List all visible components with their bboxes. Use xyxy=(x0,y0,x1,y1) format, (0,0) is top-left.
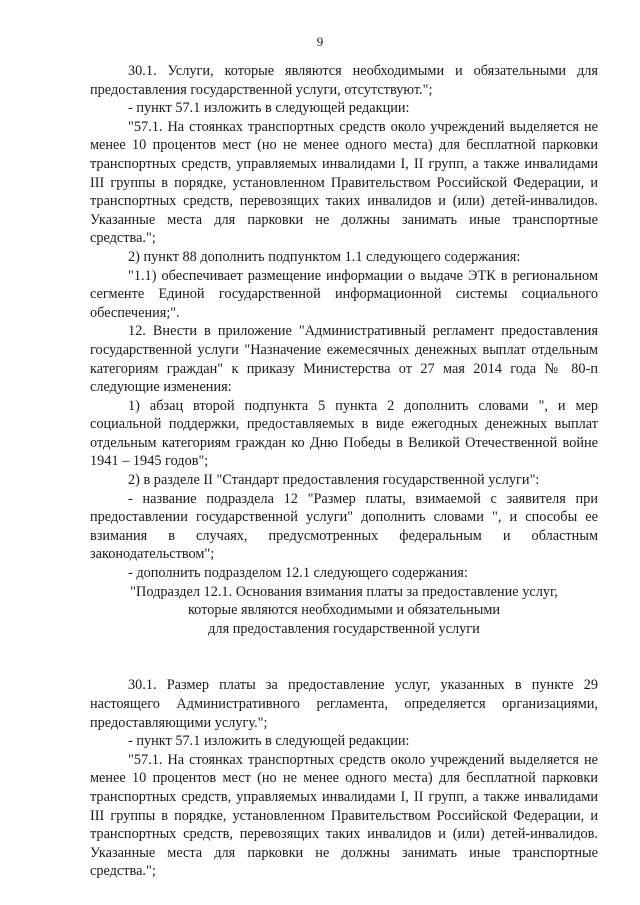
paragraph: - название подраздела 12 "Размер платы, взимаемой с заявителя при предоставлении государственной услуги" дополнить словами ", и способы ее взимания в случаях, предусмотренных федеральным и областным законодательством"; xyxy=(90,490,598,563)
paragraph: 30.1. Размер платы за предоставление услуг, указанных в пункте 29 настоящего Административного регламента, определяется организациями, предоставляющими услугу."; xyxy=(90,677,598,731)
subsection-heading xyxy=(90,583,598,639)
heading-line: для предоставления государственной услуги xyxy=(208,620,480,637)
paragraph: 2) пункт 88 дополнить подпунктом 1.1 следующего содержания: xyxy=(128,248,521,265)
heading-line: которые являются необходимыми и обязательными xyxy=(187,602,501,619)
paragraph: "1.1) обеспечивает размещение информации о выдаче ЭТК в региональном сегменте Единой государственной информационной системы социального обеспечения;". xyxy=(90,267,598,321)
paragraph: 12. Внести в приложение "Административный регламент предоставления государственной услуги "Назначение ежемесячных денежных выплат отдельным категориям граждан" к приказу Министерства от 27 мая 2014 года № 80-п следующие изменения: xyxy=(90,323,598,396)
paragraph: "57.1. На стоянках транспортных средств около учреждений выделяется не менее 10 процентов мест (но не менее одного места) для бесплатной парковки транспортных средств, управляемых инвалидами I, II групп, а также инвалидами III группы в порядке, установленном Правительством Российской Федерации, и транспортных средств, перевозящих таких инвалидов и (или) детей-инвалидов. Указанные места для парковки не должны занимать иные транспортные средства."; xyxy=(90,751,598,880)
paragraph: 30.1. Услуги, которые являются необходимыми и обязательными для предоставления государственной услуги, отсутствуют."; xyxy=(90,63,598,98)
paragraph: 2) в разделе II "Стандарт предоставления государственной услуги": xyxy=(128,472,540,489)
paragraph: - пункт 57.1 изложить в следующей редакции: xyxy=(128,733,410,750)
document-body xyxy=(90,62,598,881)
spacer xyxy=(90,638,598,676)
paragraph: "57.1. На стоянках транспортных средств около учреждений выделяется не менее 10 процентов мест (но не менее одного места) для бесплатной парковки транспортных средств, управляемых инвалидами I, II групп, а также инвалидами III группы в порядке, установленном Правительством Российской Федерации, и транспортных средств, перевозящих таких инвалидов и (или) детей-инвалидов. Указанные места для парковки не должны занимать иные транспортные средства."; xyxy=(90,118,598,247)
paragraph: 1) абзац второй подпункта 5 пункта 2 дополнить словами ", и мер социальной поддержки, предоставляемых в виде ежегодных денежных выплат отдельным категориям граждан ко Дню Победы в Великой Отечественной войне 1941 – 1945 годов"; xyxy=(90,397,598,470)
heading-line: "Подраздел 12.1. Основания взимания платы за предоставление услуг, xyxy=(130,583,558,600)
paragraph: - дополнить подразделом 12.1 следующего содержания: xyxy=(128,565,468,582)
paragraph: - пункт 57.1 изложить в следующей редакции: xyxy=(128,100,410,117)
page-number: 9 xyxy=(316,34,324,49)
